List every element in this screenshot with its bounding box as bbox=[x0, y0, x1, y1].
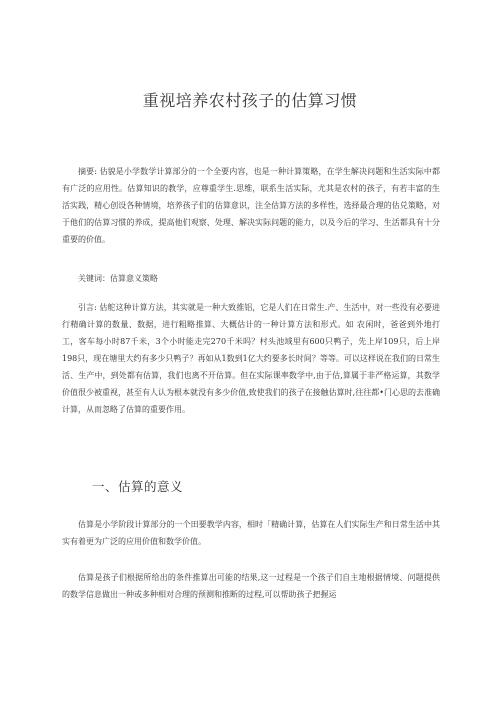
abstract-paragraph: 摘要: 估貌是小学数学计算部分的一个全要内容，也是一种计算策略，在学生解决问题和生活实际中都有广泛的应用性。估算知识的教学，应尊重学生.思维，联系生活实际，尤其是农村的孩子，有若丰富的生活实践，精心创设各种情境，培养孩子们的估算意识，注全估算方法的多样性，选择最合理的估兑策略，对于他们的估算习惯的养成，提高他们观察、处理、解决实际问题的能力，以及今后的学习、生活都具有十分重要的价值。 bbox=[62, 167, 440, 244]
document-title: 重视培养农村孩子的估算习惯 bbox=[142, 91, 358, 110]
section-paragraph: 估算是孩子们根据所给出的条件推算出可能的结果,这一过程是一个孩子们自主地根据情境、问题提供的数学信息做出一种或多种相对合理的预测和推断的过程,可以帮助孩子把握运 bbox=[62, 573, 440, 599]
keywords-line: 关键词：估算意义策略 bbox=[78, 274, 158, 283]
introduction-paragraph: 引言: 估舵这种计算方法，其实就是一种大致推铝，它是人们在日常生.产、生活中，对一些没有必要进行精确计算的数量、数据，进行粗略推算、大概估计的一种计算方法和形式。如 农闲时，爸爸到外地打工，客车每小时87千米，3个小时能走完270千米吗？村头池域里有600只鸭子，先上岸109只，后上岸198只，现在塘里大约有多少只鸭子？再如从1数到1亿大约要多长时间？等等。可以这样说在我们的日常生活、生产中，到处都有估算，我们也离不开估算。但在实际课率数学中,由于估,算属于非严格运算，其数学价值很少被重视，甚至有人认为根本就没有多少价值,致使我们的孩子在接触估算时,往往都•门心思的去准确计算，从而忽略了估算的重要作用。 bbox=[62, 303, 440, 414]
section-paragraph: 估算是小学阶段计算部分的一个田要教学内容，相时「精确计算，估算在人们实际生产和日常生活中其实有着更为广泛的应用价值和数学价值。 bbox=[62, 520, 440, 546]
section-heading: 一、估算的意义 bbox=[92, 479, 184, 494]
